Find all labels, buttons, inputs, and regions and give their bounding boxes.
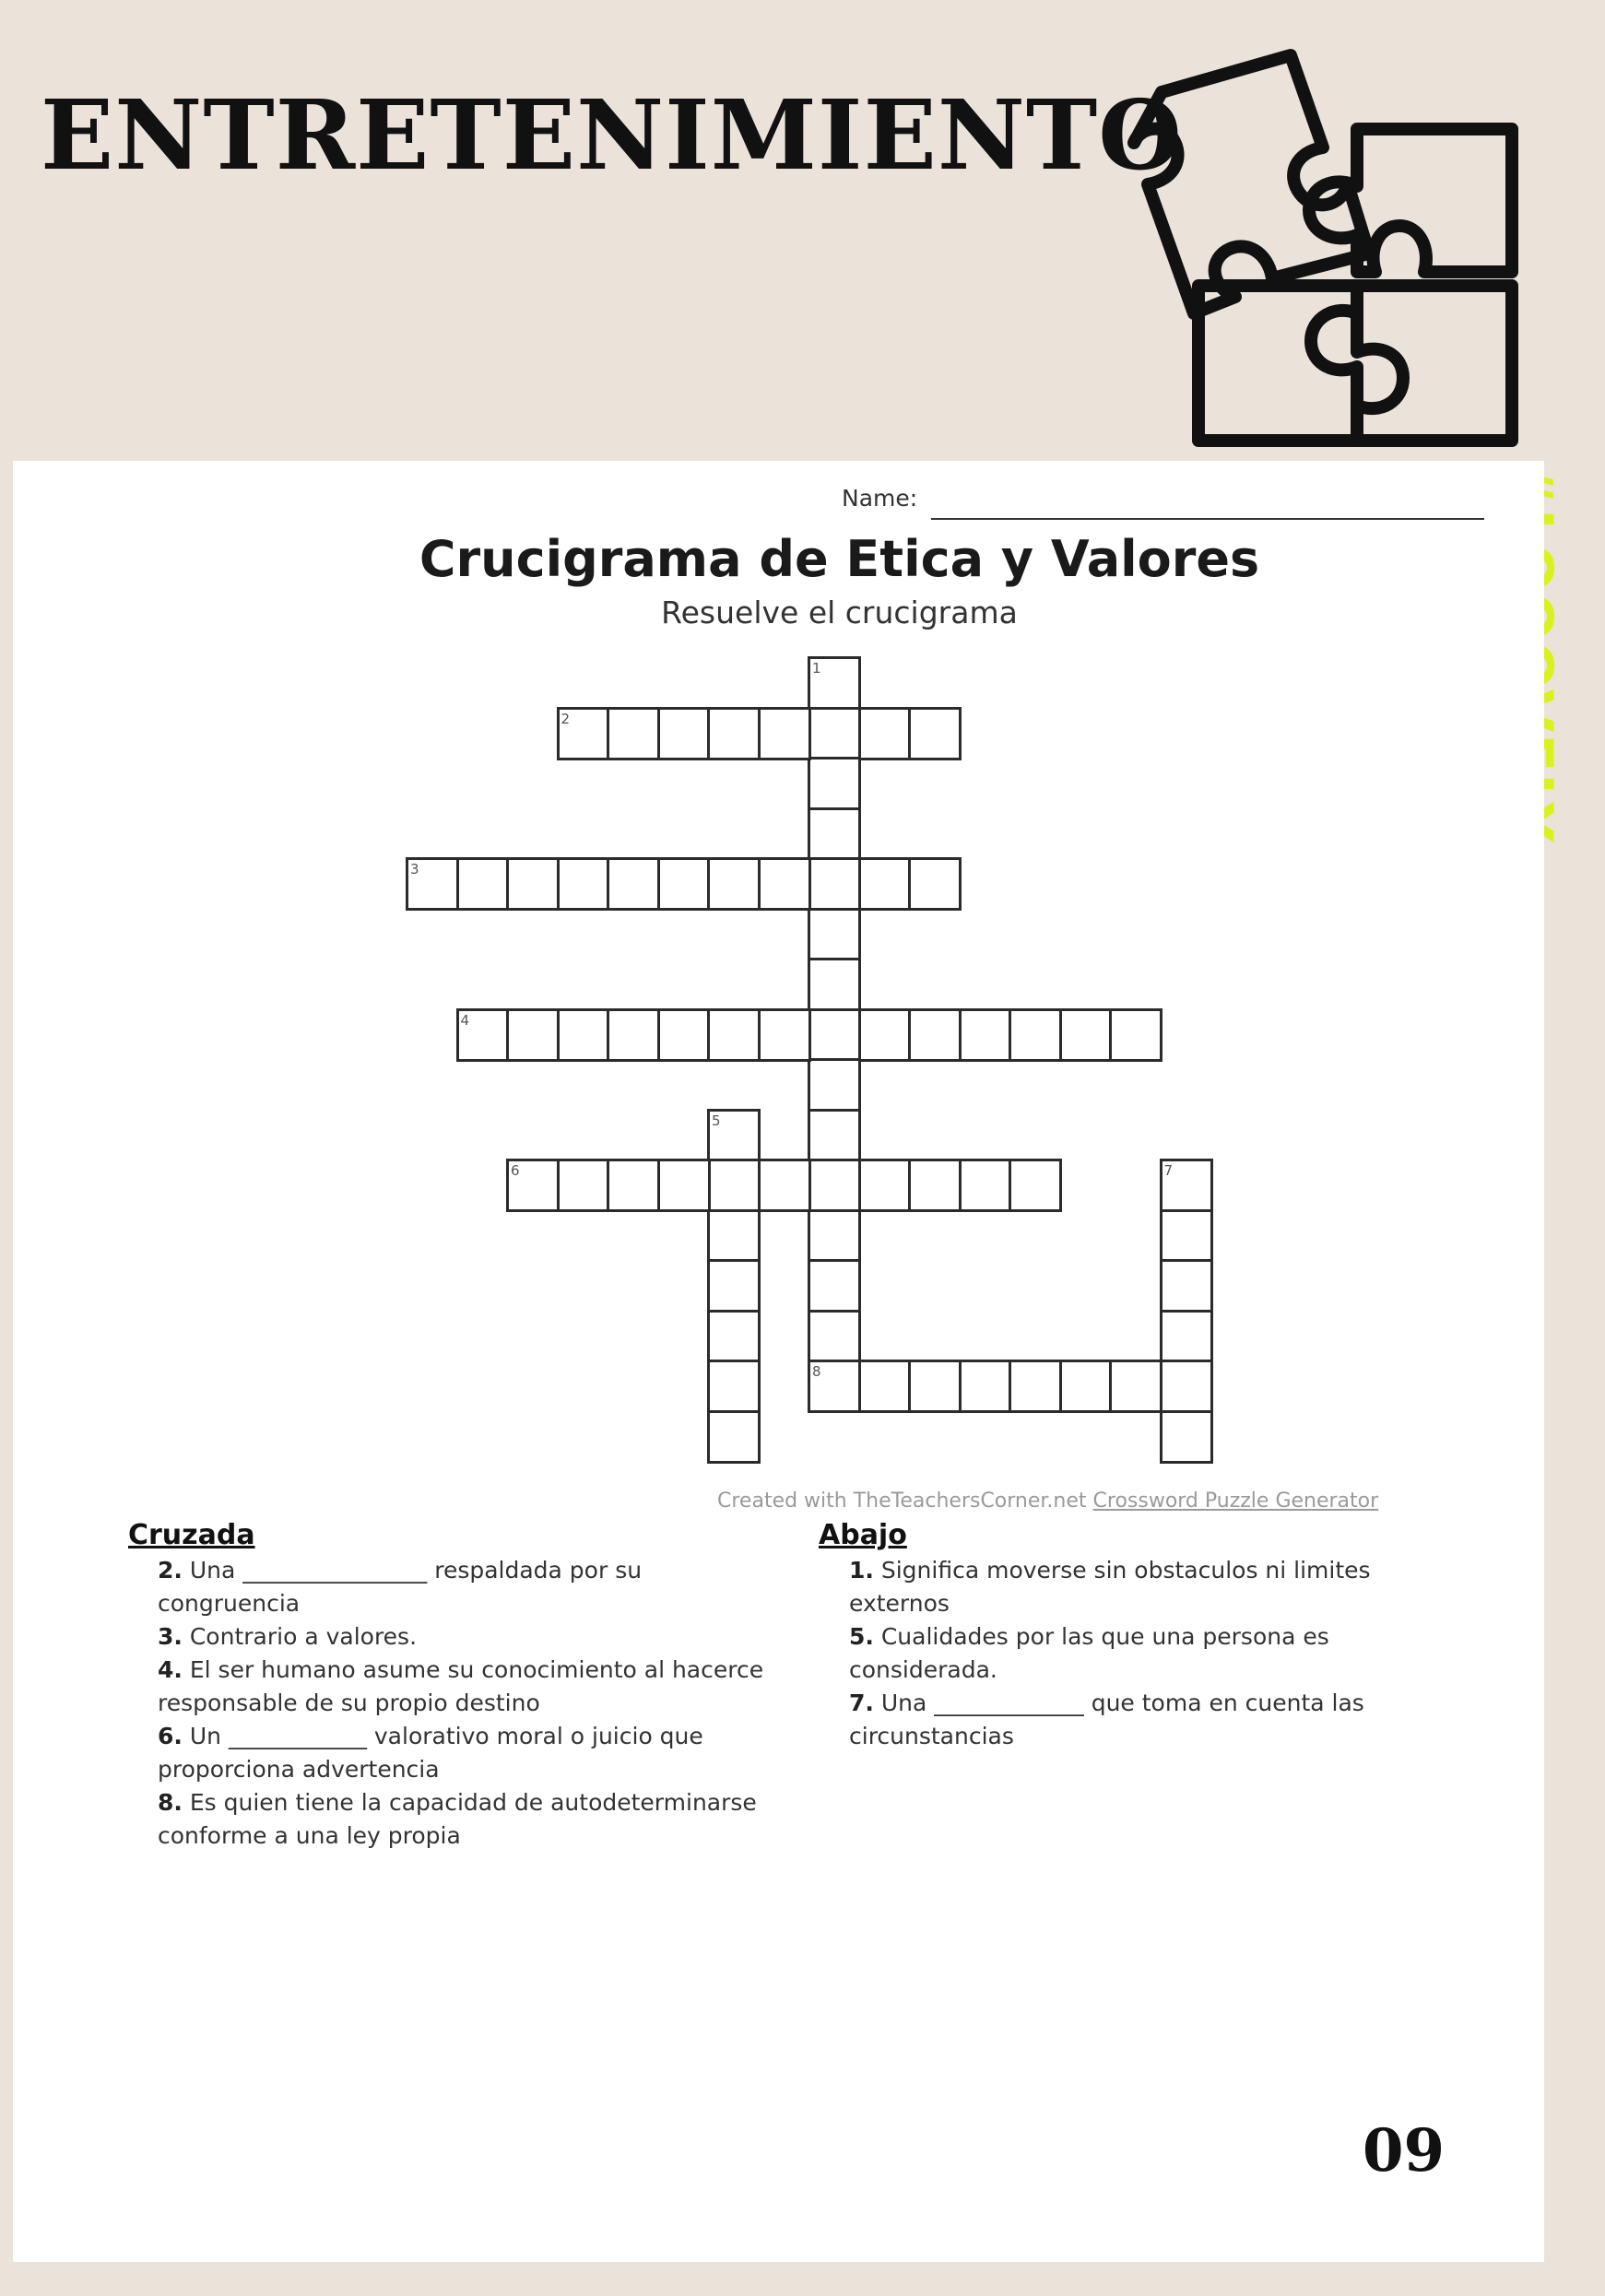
clue-number: 2. [158, 1557, 183, 1584]
crossword-cell[interactable] [406, 857, 459, 911]
crossword-cell[interactable] [657, 707, 711, 760]
crossword-cell[interactable] [707, 1209, 761, 1263]
clue-text: Un ____________ valorativo moral o juicio que proporciona advertencia [158, 1723, 703, 1783]
across-clue-list [158, 1554, 785, 1853]
clue-item [158, 1654, 785, 1720]
crossword-cell[interactable] [808, 1310, 861, 1363]
clue-number: 4. [158, 1656, 183, 1683]
crossword-cell[interactable] [1109, 1360, 1162, 1413]
cell-number: 2 [561, 710, 571, 727]
credit-line [717, 1489, 1378, 1513]
crossword-cell[interactable] [557, 707, 610, 760]
crossword-cell[interactable] [758, 707, 811, 760]
crossword-cell[interactable] [808, 1008, 861, 1062]
crossword-cell[interactable] [959, 1008, 1012, 1062]
crossword-cell[interactable] [657, 1159, 711, 1212]
clue-text: Una ________________ respaldada por su congruencia [158, 1557, 643, 1617]
clue-text: Contrario a valores. [182, 1623, 418, 1650]
crossword-cell[interactable] [959, 1360, 1012, 1413]
crossword-cell[interactable] [657, 857, 711, 911]
crossword-cell[interactable] [456, 857, 510, 911]
crossword-cell[interactable] [506, 1159, 560, 1212]
clue-number: 7. [849, 1690, 874, 1716]
clue-number: 3. [158, 1623, 183, 1650]
crossword-cell[interactable] [506, 1008, 560, 1062]
crossword-cell[interactable] [657, 1008, 711, 1062]
crossword-cell[interactable] [808, 1360, 861, 1413]
clue-item [158, 1620, 785, 1654]
clue-text: Una _____________ que toma en cuenta las circunstancias [849, 1690, 1364, 1749]
crossword-cell[interactable] [808, 1058, 861, 1112]
crossword-cell[interactable] [808, 1159, 861, 1212]
crossword-cell[interactable] [1059, 1360, 1113, 1413]
clue-text: Es quien tiene la capacidad de autodeterminarse conforme a una ley propia [158, 1789, 757, 1849]
crossword-cell[interactable] [808, 1209, 861, 1263]
cell-number: 1 [812, 660, 821, 677]
down-clue-list [849, 1554, 1476, 1753]
page-number: 09 [1363, 2116, 1446, 2185]
crossword-cell[interactable] [707, 707, 761, 760]
cell-number: 4 [460, 1011, 470, 1029]
crossword-cell[interactable] [908, 1159, 962, 1212]
clue-item [158, 1554, 785, 1620]
worksheet-subtitle: Resuelve el crucigrama [661, 595, 1018, 630]
crossword-cell[interactable] [808, 757, 861, 810]
across-heading: Cruzada [128, 1519, 255, 1551]
crossword-cell[interactable] [908, 707, 962, 760]
crossword-cell[interactable] [808, 807, 861, 861]
credit-link[interactable]: Crossword Puzzle Generator [1092, 1489, 1379, 1513]
crossword-cell[interactable] [808, 656, 861, 710]
crossword-cell[interactable] [557, 857, 610, 911]
clue-number: 8. [158, 1789, 183, 1816]
crossword-cell[interactable] [1160, 1360, 1213, 1413]
crossword-cell[interactable] [607, 1008, 660, 1062]
clue-number: 1. [849, 1557, 874, 1584]
crossword-cell[interactable] [707, 1259, 761, 1313]
clue-item [849, 1620, 1476, 1687]
crossword-cell[interactable] [557, 1008, 610, 1062]
crossword-cell[interactable] [607, 857, 660, 911]
crossword-cell[interactable] [808, 857, 861, 911]
crossword-cell[interactable] [707, 857, 761, 911]
clue-item [849, 1687, 1476, 1753]
crossword-cell[interactable] [908, 1360, 962, 1413]
crossword-cell[interactable] [808, 1109, 861, 1162]
crossword-cell[interactable] [1009, 1360, 1062, 1413]
clue-item [849, 1554, 1476, 1620]
clue-number: 5. [849, 1623, 874, 1650]
cell-number: 8 [812, 1363, 821, 1380]
crossword-cell[interactable] [707, 1310, 761, 1363]
crossword-cell[interactable] [506, 857, 560, 911]
crossword-cell[interactable] [858, 1159, 912, 1212]
crossword-cell[interactable] [1160, 1310, 1213, 1363]
crossword-cell[interactable] [607, 1159, 660, 1212]
crossword-cell[interactable] [1160, 1259, 1213, 1313]
crossword-cell[interactable] [858, 707, 912, 760]
crossword-cell[interactable] [707, 1159, 761, 1212]
crossword-cell[interactable] [808, 908, 861, 961]
crossword-cell[interactable] [557, 1159, 610, 1212]
cell-number: 3 [410, 861, 419, 877]
crossword-cell[interactable] [456, 1008, 510, 1062]
crossword-cell[interactable] [1160, 1410, 1213, 1464]
crossword-cell[interactable] [707, 1360, 761, 1413]
worksheet-title: Crucigrama de Etica y Valores [419, 530, 1260, 588]
cell-number: 5 [712, 1112, 721, 1129]
crossword-cell[interactable] [758, 1008, 811, 1062]
crossword-cell[interactable] [1009, 1159, 1062, 1212]
crossword-cell[interactable] [1160, 1159, 1213, 1212]
clue-text: El ser humano asume su conocimiento al hacerce responsable de su propio destino [158, 1656, 764, 1716]
crossword-cell[interactable] [707, 1008, 761, 1062]
clue-item [158, 1786, 785, 1853]
crossword-cell[interactable] [858, 857, 912, 911]
crossword-cell[interactable] [1160, 1209, 1213, 1263]
crossword-cell[interactable] [607, 707, 660, 760]
crossword-cell[interactable] [1009, 1008, 1062, 1062]
crossword-cell[interactable] [858, 1008, 912, 1062]
clue-text: Cualidades por las que una persona es considerada. [849, 1623, 1329, 1683]
crossword-cell[interactable] [758, 857, 811, 911]
clue-number: 6. [158, 1723, 183, 1749]
clue-item [158, 1720, 785, 1786]
credit-text: Created with TheTeachersCorner.net [717, 1489, 1093, 1513]
cell-number: 7 [1163, 1162, 1174, 1179]
clue-text: Significa moverse sin obstaculos ni limites externos [849, 1557, 1371, 1617]
crossword-cell[interactable] [758, 1159, 811, 1212]
name-label: Name: [842, 485, 918, 512]
crossword-cell[interactable] [908, 857, 962, 911]
down-heading: Abajo [819, 1519, 907, 1551]
crossword-cell[interactable] [808, 958, 861, 1011]
crossword-cell[interactable] [707, 1410, 761, 1464]
cell-number: 6 [511, 1162, 520, 1179]
crossword-cell[interactable] [959, 1159, 1012, 1212]
crossword-cell[interactable] [908, 1008, 962, 1062]
crossword-cell[interactable] [1059, 1008, 1113, 1062]
crossword-cell[interactable] [1109, 1008, 1162, 1062]
crossword-cell[interactable] [808, 1259, 861, 1313]
crossword-cell[interactable] [858, 1360, 912, 1413]
page-heading: ENTRETENIMIENTO [41, 78, 1183, 192]
crossword-cell[interactable] [808, 707, 861, 760]
crossword-cell[interactable] [707, 1109, 761, 1162]
